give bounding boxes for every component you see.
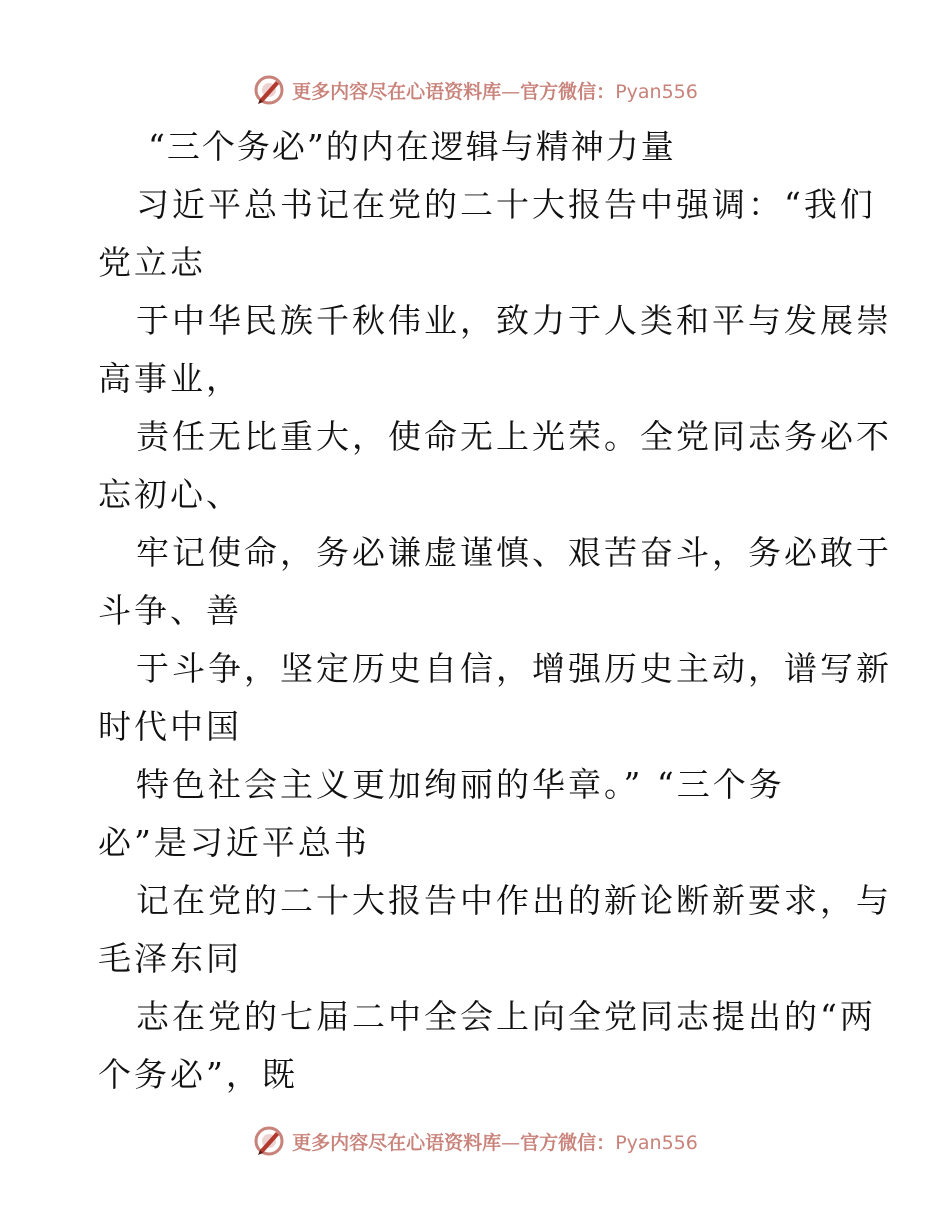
watermark-brand: 更多内容尽在心语资料库 xyxy=(292,1131,502,1154)
pen-logo-icon xyxy=(252,1124,286,1158)
pen-logo-icon xyxy=(252,73,286,107)
watermark-brand: 更多内容尽在心语资料库 xyxy=(292,80,502,103)
paragraph-line: 斗争、善 xyxy=(98,591,242,630)
watermark-text xyxy=(292,77,698,104)
paragraph-line: 记在党的二十大报告中作出的新论断新要求，与 xyxy=(136,881,892,920)
watermark-separator: — xyxy=(501,80,521,103)
paragraph-line: 党立志 xyxy=(98,243,206,282)
header-watermark xyxy=(0,70,950,110)
paragraph-line: 必”是习近平总书 xyxy=(98,823,370,862)
footer-watermark xyxy=(0,1121,950,1161)
paragraph-line: 责任无比重大，使命无上光荣。全党同志务必不 xyxy=(136,417,892,456)
paragraph-line: 个务必”，既 xyxy=(98,1055,298,1094)
watermark-wechat-id: Pyan556 xyxy=(615,1131,698,1154)
paragraph-line: 高事业， xyxy=(98,359,242,398)
document-title: “三个务必”的内在逻辑与精神力量 xyxy=(148,127,676,166)
paragraph-line: 于斗争，坚定历史自信，增强历史主动，谱写新 xyxy=(136,649,892,688)
paragraph-line: 忘初心、 xyxy=(98,475,242,514)
paragraph-line: 习近平总书记在党的二十大报告中强调：“我们 xyxy=(136,185,876,224)
watermark-wechat-label: 官方微信： xyxy=(520,1131,616,1154)
watermark-wechat-id: Pyan556 xyxy=(615,80,698,103)
watermark-wechat-label: 官方微信： xyxy=(520,80,616,103)
paragraph-line: 于中华民族千秋伟业，致力于人类和平与发展崇 xyxy=(136,301,892,340)
watermark-separator: — xyxy=(501,1131,521,1154)
watermark-text xyxy=(292,1128,698,1155)
paragraph-line: 时代中国 xyxy=(98,707,242,746)
paragraph-line: 牢记使命，务必谦虚谨慎、艰苦奋斗，务必敢于 xyxy=(136,533,892,572)
paragraph-line: 毛泽东同 xyxy=(98,939,242,978)
paragraph-line: 志在党的七届二中全会上向全党同志提出的“两 xyxy=(136,997,876,1036)
paragraph-line: 特色社会主义更加绚丽的华章。” “三个务 xyxy=(136,765,785,804)
